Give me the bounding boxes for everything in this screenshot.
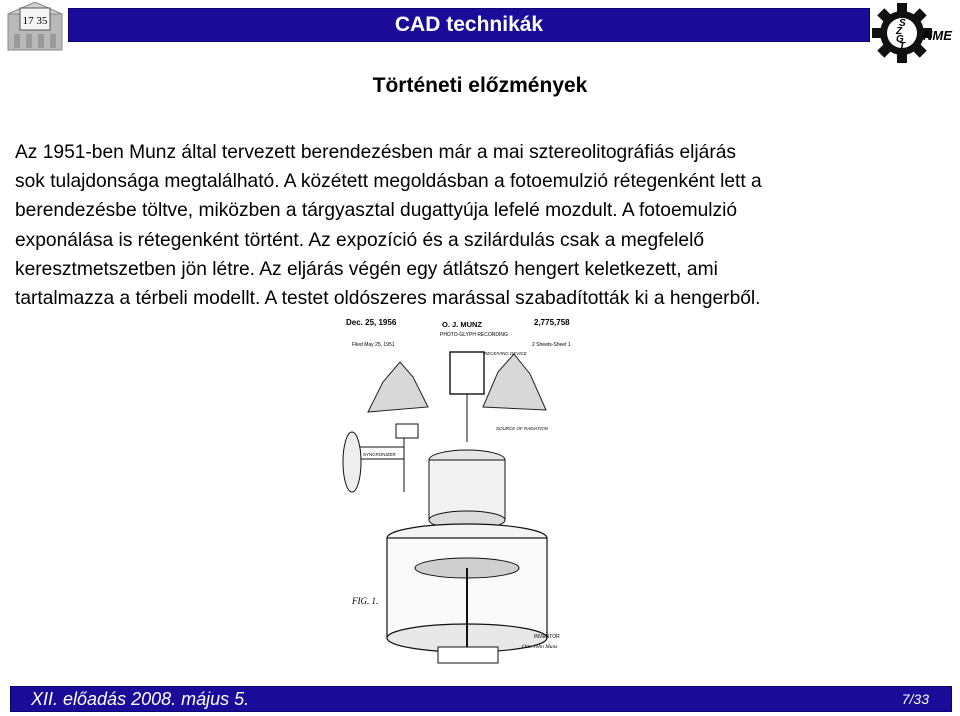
body-line: berendezésbe töltve, miközben a tárgyasztal dugattyúja lefelé mozdult. A fotoemulzió xyxy=(15,200,738,222)
body-line: keresztmetszetben jön létre. Az eljárás végén egy átlátszó hengert keletkezett, ami xyxy=(15,258,718,280)
patent-drawing xyxy=(338,312,582,686)
gear-letter-s: S xyxy=(899,18,906,29)
lecture-info: XII. előadás 2008. május 5. xyxy=(31,689,250,709)
body-paragraph xyxy=(15,138,955,313)
gear-letter-z: Z xyxy=(896,26,903,37)
body-line: tartalmazza a térbeli modellt. A testet oldószeres marással szabadították ki a hengerből. xyxy=(15,288,761,310)
label-receiving: RECEIVING DEVICE xyxy=(484,351,527,356)
footer-bar xyxy=(10,686,952,712)
patent-sheets: 2 Sheets-Sheet 1 xyxy=(532,342,571,348)
crest-year: 17 35 xyxy=(22,15,48,27)
slide-title: Történeti előzmények xyxy=(372,74,588,97)
body-line: exponálása is rétegenként történt. Az expozíció és a szilárdulás csak a megfelelő xyxy=(15,229,705,251)
university-crest-logo xyxy=(6,2,64,52)
figure-label: FIG. 1. xyxy=(352,596,379,606)
patent-inventor: O. J. MUNZ xyxy=(442,320,483,329)
patent-date: Dec. 25, 1956 xyxy=(346,318,397,327)
course-title: CAD technikák xyxy=(394,13,544,36)
inventor-signature: Otto John Munz xyxy=(522,644,558,650)
gear-suffix: NME xyxy=(923,28,952,43)
patent-filed: Filed May 25, 1951 xyxy=(352,342,395,348)
inventor-label: INVENTOR xyxy=(534,634,560,640)
page-number: 7/33 xyxy=(901,691,929,707)
label-sync: SYNCRONIZER xyxy=(363,452,396,457)
gear-letter-t: T xyxy=(899,41,906,52)
body-line: sok tulajdonsága megtalálható. A közétett megoldásban a fotoemulzió rétegenként lett a xyxy=(15,171,762,193)
gear-logo xyxy=(872,2,956,64)
label-source: SOURCE OF RADIATION xyxy=(496,426,549,431)
patent-number: 2,775,758 xyxy=(534,318,570,327)
body-line: Az 1951-ben Munz által tervezett berendezésben már a mai sztereolitográfiás eljárás xyxy=(15,142,736,163)
title-banner xyxy=(68,8,870,42)
patent-subtitle: PHOTO-GLYPH RECORDING xyxy=(440,332,508,338)
gear-letter-g: G xyxy=(896,34,904,45)
